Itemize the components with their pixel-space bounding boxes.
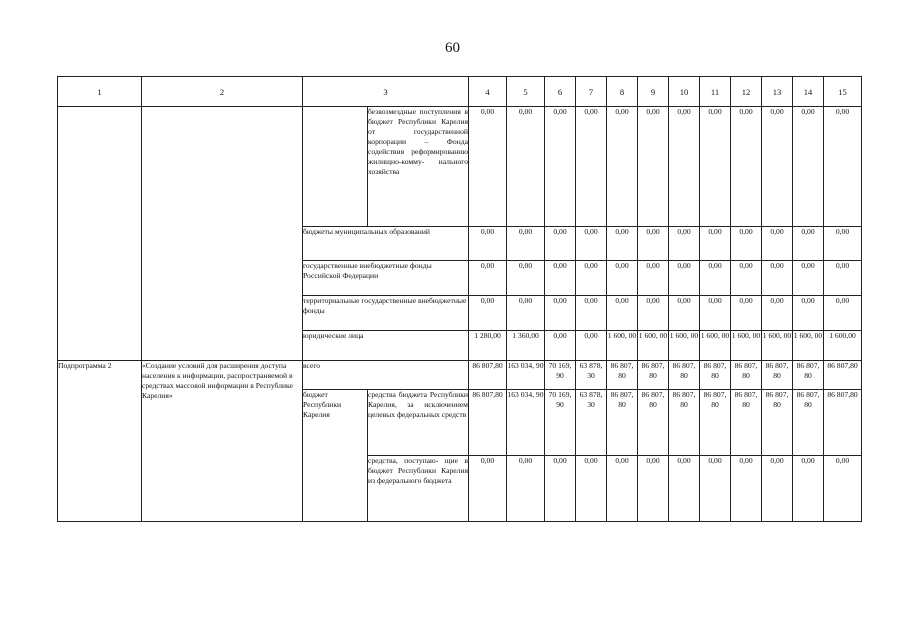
value-cell: 0,00 (545, 456, 576, 522)
empty-cell (303, 107, 368, 227)
value-cell: 0,00 (545, 331, 576, 361)
value-cell: 0,00 (669, 296, 700, 331)
header-cell: 3 (303, 77, 469, 107)
value-cell: 0,00 (638, 261, 669, 296)
value-cell: 63 878, 30 (576, 390, 607, 456)
value-cell: 1 600, 00 (700, 331, 731, 361)
value-cell: 86 807, 80 (793, 390, 824, 456)
value-cell: 0,00 (669, 227, 700, 261)
value-cell: 0,00 (700, 296, 731, 331)
value-cell: 63 878, 30 (576, 361, 607, 390)
empty-cell (142, 107, 303, 361)
row-label: средства, поступаю- щие в бюджет Республики Карелия из федерального бюджета (368, 456, 469, 522)
row-label: безвозмездные поступления в бюджет Республики Карелия от государственной корпорации – Фонда содействия реформированию жилищно-комму- нального хозяйства (368, 107, 469, 227)
value-cell: 0,00 (700, 227, 731, 261)
value-cell: 86 807, 80 (638, 361, 669, 390)
header-cell: 1 (58, 77, 142, 107)
value-cell: 0,00 (731, 296, 762, 331)
value-cell: 0,00 (638, 107, 669, 227)
value-cell: 0,00 (576, 331, 607, 361)
value-cell: 0,00 (545, 227, 576, 261)
value-cell: 70 169, 90 (545, 361, 576, 390)
value-cell: 86 807, 80 (607, 390, 638, 456)
value-cell: 0,00 (576, 296, 607, 331)
value-cell: 0,00 (507, 107, 545, 227)
value-cell: 0,00 (507, 261, 545, 296)
value-cell: 86 807,80 (824, 361, 862, 390)
value-cell: 0,00 (762, 456, 793, 522)
header-cell: 8 (607, 77, 638, 107)
value-cell: 0,00 (824, 456, 862, 522)
header-cell: 2 (142, 77, 303, 107)
value-cell: 0,00 (700, 107, 731, 227)
value-cell: 0,00 (669, 456, 700, 522)
value-cell: 0,00 (469, 227, 507, 261)
value-cell: 1 600, 00 (731, 331, 762, 361)
value-cell: 0,00 (700, 456, 731, 522)
header-cell: 10 (669, 77, 700, 107)
value-cell: 0,00 (638, 456, 669, 522)
value-cell: 0,00 (793, 296, 824, 331)
value-cell: 0,00 (507, 227, 545, 261)
value-cell: 0,00 (545, 107, 576, 227)
value-cell: 0,00 (469, 107, 507, 227)
header-cell: 4 (469, 77, 507, 107)
value-cell: 86 807,80 (469, 361, 507, 390)
row-label: юридические лица (303, 331, 469, 361)
value-cell: 0,00 (793, 456, 824, 522)
page-number: 60 (445, 40, 460, 56)
value-cell: 0,00 (469, 261, 507, 296)
value-cell: 0,00 (824, 296, 862, 331)
value-cell: 0,00 (731, 456, 762, 522)
value-cell: 1 360,00 (507, 331, 545, 361)
row-label: средства бюджета Республики Карелия, за исключением целевых федеральных средств (368, 390, 469, 456)
value-cell: 0,00 (638, 296, 669, 331)
budget-table (57, 76, 862, 522)
value-cell: 163 034, 90 (507, 390, 545, 456)
value-cell: 86 807,80 (824, 390, 862, 456)
header-cell: 6 (545, 77, 576, 107)
header-cell: 12 (731, 77, 762, 107)
value-cell: 0,00 (824, 227, 862, 261)
row-label: бюджеты муниципальных образований (303, 227, 469, 261)
value-cell: 86 807, 80 (731, 361, 762, 390)
value-cell: 0,00 (762, 296, 793, 331)
value-cell: 1 600, 00 (793, 331, 824, 361)
value-cell: 1 600, 00 (669, 331, 700, 361)
value-cell: 86 807, 80 (762, 361, 793, 390)
value-cell: 0,00 (507, 456, 545, 522)
table-row (58, 107, 862, 227)
value-cell: 86 807, 80 (793, 361, 824, 390)
subprogram-number: Подпрограмма 2 (58, 361, 142, 522)
value-cell: 0,00 (731, 227, 762, 261)
header-cell: 11 (700, 77, 731, 107)
value-cell: 0,00 (762, 227, 793, 261)
table-row (58, 361, 862, 390)
value-cell: 0,00 (576, 107, 607, 227)
value-cell: 0,00 (638, 227, 669, 261)
header-cell: 5 (507, 77, 545, 107)
value-cell: 0,00 (824, 107, 862, 227)
value-cell: 1 600,00 (824, 331, 862, 361)
value-cell: 86 807, 80 (669, 390, 700, 456)
value-cell: 0,00 (607, 261, 638, 296)
value-cell: 0,00 (607, 227, 638, 261)
value-cell: 86 807, 80 (607, 361, 638, 390)
value-cell: 1 600, 00 (762, 331, 793, 361)
value-cell: 0,00 (607, 456, 638, 522)
value-cell: 86 807, 80 (762, 390, 793, 456)
value-cell: 0,00 (793, 107, 824, 227)
value-cell: 0,00 (576, 227, 607, 261)
value-cell: 163 034, 90 (507, 361, 545, 390)
value-cell: 0,00 (793, 261, 824, 296)
header-cell: 14 (793, 77, 824, 107)
header-cell: 9 (638, 77, 669, 107)
value-cell: 86 807, 80 (638, 390, 669, 456)
value-cell: 0,00 (824, 261, 862, 296)
value-cell: 86 807,80 (469, 390, 507, 456)
value-cell: 0,00 (545, 261, 576, 296)
header-cell: 15 (824, 77, 862, 107)
value-cell: 0,00 (576, 261, 607, 296)
value-cell: 0,00 (731, 107, 762, 227)
value-cell: 0,00 (545, 296, 576, 331)
header-cell: 13 (762, 77, 793, 107)
value-cell: 0,00 (669, 261, 700, 296)
header-cell: 7 (576, 77, 607, 107)
row-label: всего (303, 361, 469, 390)
empty-cell (58, 107, 142, 361)
value-cell: 1 280,00 (469, 331, 507, 361)
row-label: государственные внебюджетные фонды Российской Федерации (303, 261, 469, 296)
budget-label: бюджет Республики Карелия (303, 390, 368, 522)
row-label: территориальные государственные внебюджетные фонды (303, 296, 469, 331)
value-cell: 86 807, 80 (700, 390, 731, 456)
value-cell: 1 600, 00 (607, 331, 638, 361)
subprogram-title: «Создание условий для расширения доступа населения к информации, распространяемой в средствах массовой информации в Республике Карелия» (142, 361, 303, 522)
value-cell: 1 600, 00 (638, 331, 669, 361)
value-cell: 0,00 (507, 296, 545, 331)
value-cell: 0,00 (793, 227, 824, 261)
value-cell: 0,00 (762, 107, 793, 227)
value-cell: 86 807, 80 (731, 390, 762, 456)
value-cell: 0,00 (607, 107, 638, 227)
value-cell: 86 807, 80 (669, 361, 700, 390)
value-cell: 0,00 (731, 261, 762, 296)
value-cell: 0,00 (469, 456, 507, 522)
value-cell: 0,00 (669, 107, 700, 227)
value-cell: 0,00 (762, 261, 793, 296)
value-cell: 70 169, 90 (545, 390, 576, 456)
value-cell: 0,00 (607, 296, 638, 331)
header-row (58, 77, 862, 107)
value-cell: 86 807, 80 (700, 361, 731, 390)
value-cell: 0,00 (576, 456, 607, 522)
value-cell: 0,00 (469, 296, 507, 331)
value-cell: 0,00 (700, 261, 731, 296)
